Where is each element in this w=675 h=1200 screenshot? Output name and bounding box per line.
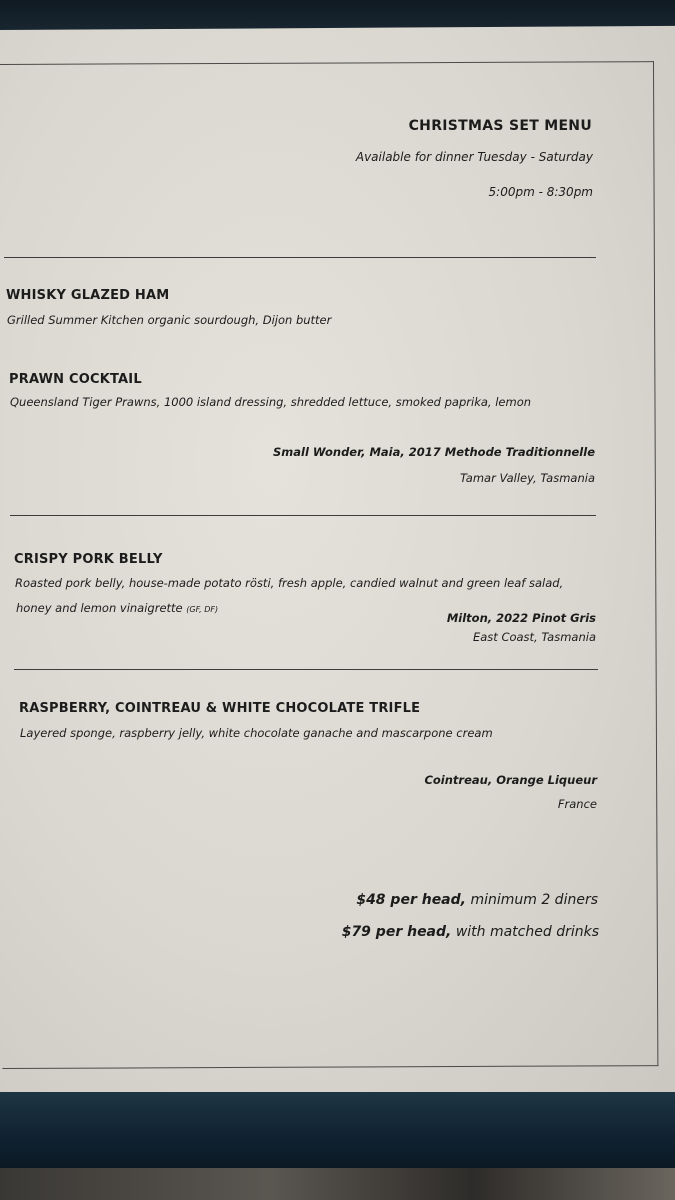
wine-name-prawn: Small Wonder, Maia, 2017 Methode Traditionnelle (273, 445, 595, 459)
price-line-standard (356, 892, 598, 908)
price-standard-note: minimum 2 diners (470, 892, 598, 908)
course-desc-pork-text: honey and lemon vinaigrette (16, 601, 183, 615)
divider-1 (10, 515, 596, 516)
menu-title: CHRISTMAS SET MENU (408, 118, 592, 134)
wine-name-trifle: Cointreau, Orange Liqueur (424, 773, 597, 787)
divider-2 (14, 669, 598, 670)
course-title-pork: CRISPY PORK BELLY (14, 552, 163, 567)
course-desc-pork-line2 (16, 601, 218, 615)
price-standard: $48 per head, (356, 892, 466, 908)
wine-region-trifle: France (557, 797, 597, 811)
wine-name-pork: Milton, 2022 Pinot Gris (446, 611, 596, 625)
menu-availability: Available for dinner Tuesday - Saturday (355, 150, 593, 164)
course-title-trifle: RASPBERRY, COINTREAU & WHITE CHOCOLATE TRIFLE (19, 701, 421, 716)
wine-region-prawn: Tamar Valley, Tasmania (459, 471, 595, 485)
course-desc-trifle: Layered sponge, raspberry jelly, white chocolate ganache and mascarpone cream (20, 726, 493, 740)
price-matched: $79 per head, (341, 924, 452, 940)
wine-region-pork: East Coast, Tasmania (472, 630, 596, 644)
course-title-prawn: PRAWN COCKTAIL (9, 372, 142, 387)
course-desc-ham: Grilled Summer Kitchen organic sourdough, Dijon butter (7, 313, 332, 327)
menu-hours: 5:00pm - 8:30pm (488, 185, 593, 199)
course-desc-prawn: Queensland Tiger Prawns, 1000 island dressing, shredded lettuce, smoked paprika, lemon (10, 395, 532, 409)
price-matched-note: with matched drinks (455, 924, 599, 940)
dietary-tag-pork: (GF, DF) (186, 605, 219, 614)
price-line-matched (342, 924, 599, 940)
course-title-ham: WHISKY GLAZED HAM (6, 288, 170, 303)
divider-header (4, 257, 596, 258)
course-desc-pork-line1: Roasted pork belly, house-made potato rösti, fresh apple, candied walnut and green leaf salad, (15, 576, 564, 590)
